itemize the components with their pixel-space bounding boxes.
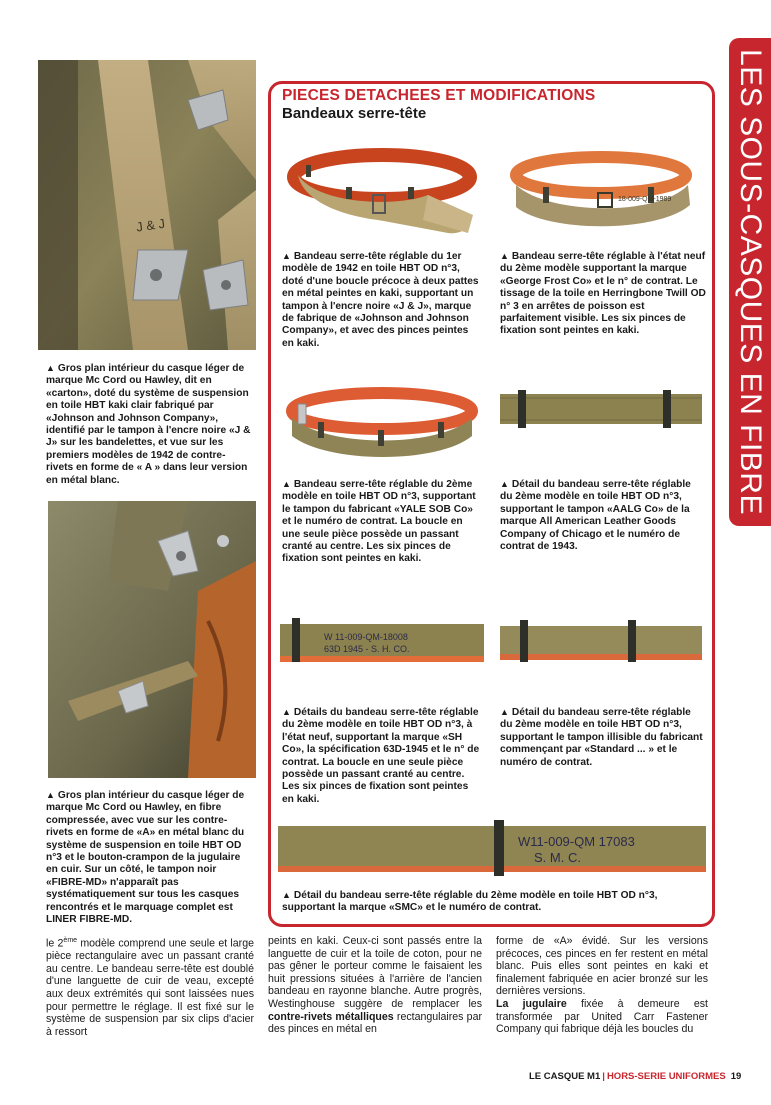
photo-band-george-frost <box>498 125 704 243</box>
caption-band-7: ▲ Détail du bandeau serre-tête réglable du 2ème modèle en toile HBT OD n°3, supportant la marque «SMC» et le numéro de contrat. <box>282 890 658 914</box>
triangle-up-icon: ▲ <box>46 363 55 373</box>
triangle-up-icon: ▲ <box>282 479 291 489</box>
body-column-3: forme de «A» évidé. Sur les versions précoces, ces pinces en fer restent en métal blanc. Puis elles sont peintes en kaki et finalement fabriquée en acier bronzé sur les dernières versions. La jugulaire fixée à demeure est transformée par United Carr Fastener Company qui fabrique déjà les boucles du <box>496 935 708 1036</box>
body-column-1: le 2ème modèle comprend une seule et large pièce rectangulaire avec un passant cranté au centre. Le bandeau serre-tête est doublé d'une languette de cuir de veau, excepté aux deux extrémités qui sont laissées nues pour permettre le réglage. Il est fixé sur le système de suspension par six clips d'acier à ressort <box>46 937 254 1038</box>
caption-band-5: ▲ Détails du bandeau serre-tête réglable du 2ème modèle en toile HBT OD n°3, à l'état neuf, supportant la marque «SH Co», la spécification 63D-1945 et le n° de contrat. La boucle en une seule pièce possède un passant cranté au centre. Les six pinces de fixation sont peintes en kaki. <box>282 707 480 805</box>
box-subtitle: Bandeaux serre-tête <box>282 105 427 122</box>
caption-left-bottom: ▲ Gros plan intérieur du casque léger de marque Mc Cord ou Hawley, en fibre compressée, avec vue sur les contre-rivets en forme de «A» en métal blanc du système de suspension en toile HBT OD n°3 et le bouton-crampon de la jugulaire en cuir. Sur un côté, le tampon noir «FIBRE-MD» n'apparaît pas systématiquement sur tous les casques rencontrés et le marquage complet est LINER FIBRE-MD. <box>46 790 245 926</box>
photo-liner-fibre-interior <box>48 501 256 778</box>
stamp-smc-line2: S. M. C. <box>534 850 581 865</box>
stamp-sh-line2: 63D 1945 - S. H. CO. <box>324 644 410 654</box>
caption-band-3: ▲ Bandeau serre-tête réglable du 2ème modèle en toile HBT OD n°3, supportant le tampon du fabricant «YALE SOB Co» et le numéro de contrat. La boucle en une seule pièce possède un passant cranté au centre. Les six pinces de fixation sont peintes en kaki. <box>282 479 476 565</box>
photo-band-yale-sob <box>278 356 486 472</box>
footer-issue: HORS-SERIE UNIFORMES <box>606 1071 726 1082</box>
caption-band-1: ▲ Bandeau serre-tête réglable du 1er modèle de 1942 en toile HBT OD n°3, doté d'une boucle précoce à deux pattes en métal peintes en kaki, supportant un tampon à l'encre noire «J & J», marque de fabrique de «Johnson and Johnson Company», et avec des pinces peintes en kaki. <box>282 251 479 349</box>
body-column-2: peints en kaki. Ceux-ci sont passés entre la languette de cuir et la toile de coton, pour ne pas gêner le porteur comme le faisaient les huit pressions situées à l'arrière de l'ancien bandeau en rayonne blanche. Autre progrès, Westinghouse suggère de remplacer les contre-rivets métalliques rectangulaires par des pinces en métal en <box>268 935 482 1036</box>
photo-band-standard <box>498 584 704 700</box>
triangle-up-icon: ▲ <box>46 790 55 800</box>
triangle-up-icon: ▲ <box>500 707 509 717</box>
photo-band-aalg <box>498 356 704 472</box>
photo-liner-carton-interior <box>38 60 256 350</box>
stamp-smc-line1: W11-009-QM 17083 <box>518 834 635 849</box>
caption-band-2: ▲ Bandeau serre-tête réglable à l'état neuf du 2ème modèle supportant la marque «George Frost Co» et le n° de contrat. Le tissage de la toile en Herringbone Twill OD n° 3 en arrêtes de poisson est parfaitement visible. Les six pinces de fixation sont peintes en kaki. <box>500 251 706 337</box>
photo-band-sh-co <box>278 584 486 700</box>
caption-band-6: ▲ Détail du bandeau serre-tête réglable du 2ème modèle en toile HBT OD n°3, supportant le tampon illisible du fabricant commençant par «Standard ... » et le numéro de contrat. <box>500 707 703 768</box>
triangle-up-icon: ▲ <box>282 890 291 900</box>
box-title: PIECES DETACHEES ET MODIFICATIONS <box>282 87 596 104</box>
caption-band-4: ▲ Détail du bandeau serre-tête réglable du 2ème modèle en toile HBT OD n°3, supportant le tampon «AALG Co» de la marque All American Leather Goods Company of Chicago et le numéro de contrat de 1943. <box>500 479 691 553</box>
photo-band-1942 <box>278 125 486 243</box>
section-title: LES SOUS-CASQUES EN FIBRE <box>734 49 767 515</box>
stamp-george-frost: 18-009-QM-1989 <box>618 196 672 203</box>
photo-band-smc <box>278 818 706 882</box>
stamp-jj: J & J <box>135 215 166 235</box>
triangle-up-icon: ▲ <box>500 479 509 489</box>
triangle-up-icon: ▲ <box>500 251 509 261</box>
triangle-up-icon: ▲ <box>282 707 291 717</box>
footer-magazine: LE CASQUE M1 <box>529 1071 601 1082</box>
page-footer: LE CASQUE M1 | HORS-SERIE UNIFORMES 19 <box>529 1071 742 1082</box>
section-title-tab <box>729 38 771 526</box>
page-number: 19 <box>730 1071 742 1082</box>
stamp-sh-line1: W 11-009-QM-18008 <box>324 632 408 642</box>
caption-left-top: ▲ Gros plan intérieur du casque léger de marque Mc Cord ou Hawley, dit en «carton», doté du système de suspension en toile HBT kaki clair fabriqué par «Johnson and Johnson Company», identifié par le tampon à l'encre noire «J & J» sur les bandelettes, et vue sur les premiers modèles de 1942 de contre-rivets en forme de « A » dans leur version en métal blanc. <box>46 363 251 486</box>
triangle-up-icon: ▲ <box>282 251 291 261</box>
